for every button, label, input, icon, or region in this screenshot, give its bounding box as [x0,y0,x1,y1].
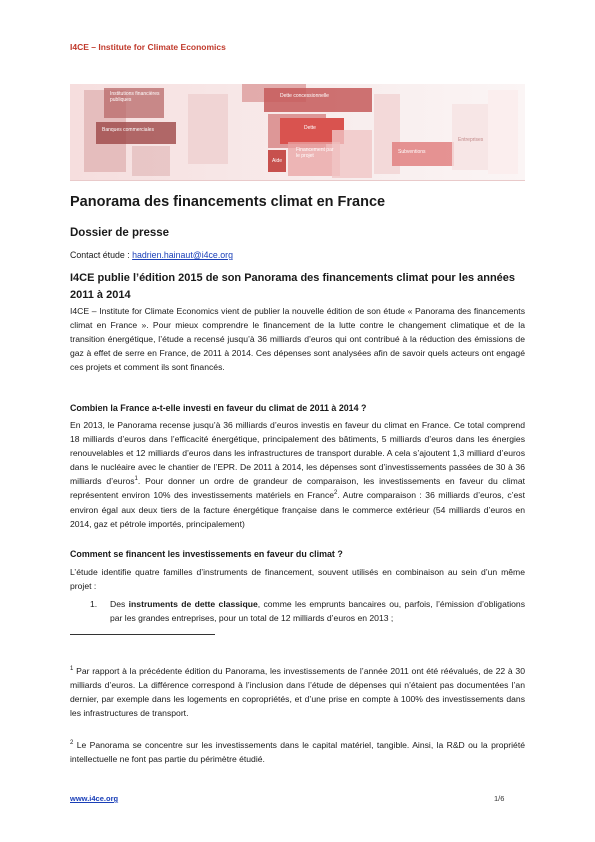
footnote-2-number: 2 [70,740,74,747]
page-number: 1/6 [494,794,505,803]
header-organization: I4CE – Institute for Climate Economics [70,42,226,52]
banner-label-financement: Financement par le projet [296,147,334,159]
section-investment-paragraph [70,418,525,531]
contact-line [70,250,233,260]
contact-email-link[interactable]: hadrien.hainaut@i4ce.org [132,250,233,260]
footnote-1-number: 1 [70,666,74,673]
footer-website-link[interactable]: www.i4ce.org [70,794,119,803]
banner-label-dette: Dette [304,125,316,131]
banner-label-entreprises: Entreprises [458,137,484,143]
list-item-post: , comme les emprunts bancaires ou, parfois, l’émission d’obligations par les grandes entreprises, pour un total de 12 milliards d’euros en 2013 ; [110,599,526,624]
banner-image [70,84,525,181]
document-subtitle: Dossier de presse [70,227,170,239]
banner-label-aide: Aide [272,158,283,164]
list-item-number: 1. [90,599,98,609]
banner-label-institutions: Institutions financières publiques [110,91,160,103]
footnote-ref-1: 1 [134,476,138,483]
investment-text-a: En 2013, le Panorama recense jusqu’à 36 milliards d’euros investis en faveur du climat en France. Ce total comprend 18 milliards d’euros dans l’efficacité énergétique, principalement des bâtiments, 5 milliards d’euros dans les énergies renouvelables et 12 milliards d’euros dans les infrastructures de transport durable. A cela s’ajoutent 1,3 milliard d’euros dans le nucléaire avec le chantier de l’EPR. De 2011 à 2014, les dépenses sont d’investissements passées de 30 à 36 milliards d’euros [70,420,525,487]
list-item [110,597,525,625]
contact-label: Contact étude : [70,250,133,260]
footnote-1-text: Par rapport à la précédente édition du Panorama, les investissements de l’année 2011 ont été réévalués, de 22 à 30 milliards d’euros. La différence correspond à l’inclusion dans l’étude de dépenses qui n’étaient pas documentées l’an dernier, par exemple dans les logements en copropriétés, et d’une prise en compte à 100% des investissements dans les infrastructures de transport. [70,666,525,719]
document-title: Panorama des financements climat en France [70,194,386,210]
section-heading-financing: Comment se financent les investissements en faveur du climat ? [70,549,343,559]
banner-label-banques: Banques commerciales [102,127,154,133]
investment-text-b: . Pour donner un ordre de grandeur de comparaison, les investissements en faveur du climat représentent environ 10% des investissements matériels en France [70,476,526,501]
list-item-pre: Des [110,599,129,609]
banner-label-dette-concessionnelle: Dette concessionnelle [280,93,329,99]
footnote-separator [70,634,215,635]
footnote-ref-2: 2 [334,490,338,497]
intro-paragraph: I4CE – Institute for Climate Economics vient de publier la nouvelle édition de son étude « Panorama des financements climat en France ». Pour mieux comprendre le financement de la lutte contre le changement climatique et de la transition énergétique, l’étude a recensé jusqu’à 36 milliards d’euros qui ont contribué à la réduction des émissions de gaz à effet de serre en France, de 2011 à 2014. Ces dépenses sont analysées afin de savoir quels acteurs ont engagé ces projets et comment ils sont financés. [70,306,525,373]
footnote-2-text: Le Panorama se concentre sur les investissements dans le capital matériel, tangible. Ainsi, la R&D ou la propriété intellectuelle ne font pas partie du périmètre étudié. [70,740,525,765]
list-item-bold: instruments de dette classique [128,599,258,609]
press-headline: I4CE publie l’édition 2015 de son Panorama des financements climat pour les années 2011 à 2014 [70,272,516,301]
investment-text-c: . Autre comparaison : 36 milliards d’euros, c’est environ égal aux deux tiers de la facture énergétique française dans le commerce extérieur (54 milliards d’euros en 2014, gaz et pétrole importés, principalement) [70,490,525,529]
section-heading-investment: Combien la France a-t-elle investi en faveur du climat de 2011 à 2014 ? [70,403,367,413]
footnote-1 [70,664,525,720]
banner-label-subventions: Subventions [398,149,426,155]
section-financing-paragraph: L’étude identifie quatre familles d’instruments de financement, souvent utilisés en combinaison au sein d’un même projet : [70,567,525,592]
footnote-2 [70,738,525,766]
